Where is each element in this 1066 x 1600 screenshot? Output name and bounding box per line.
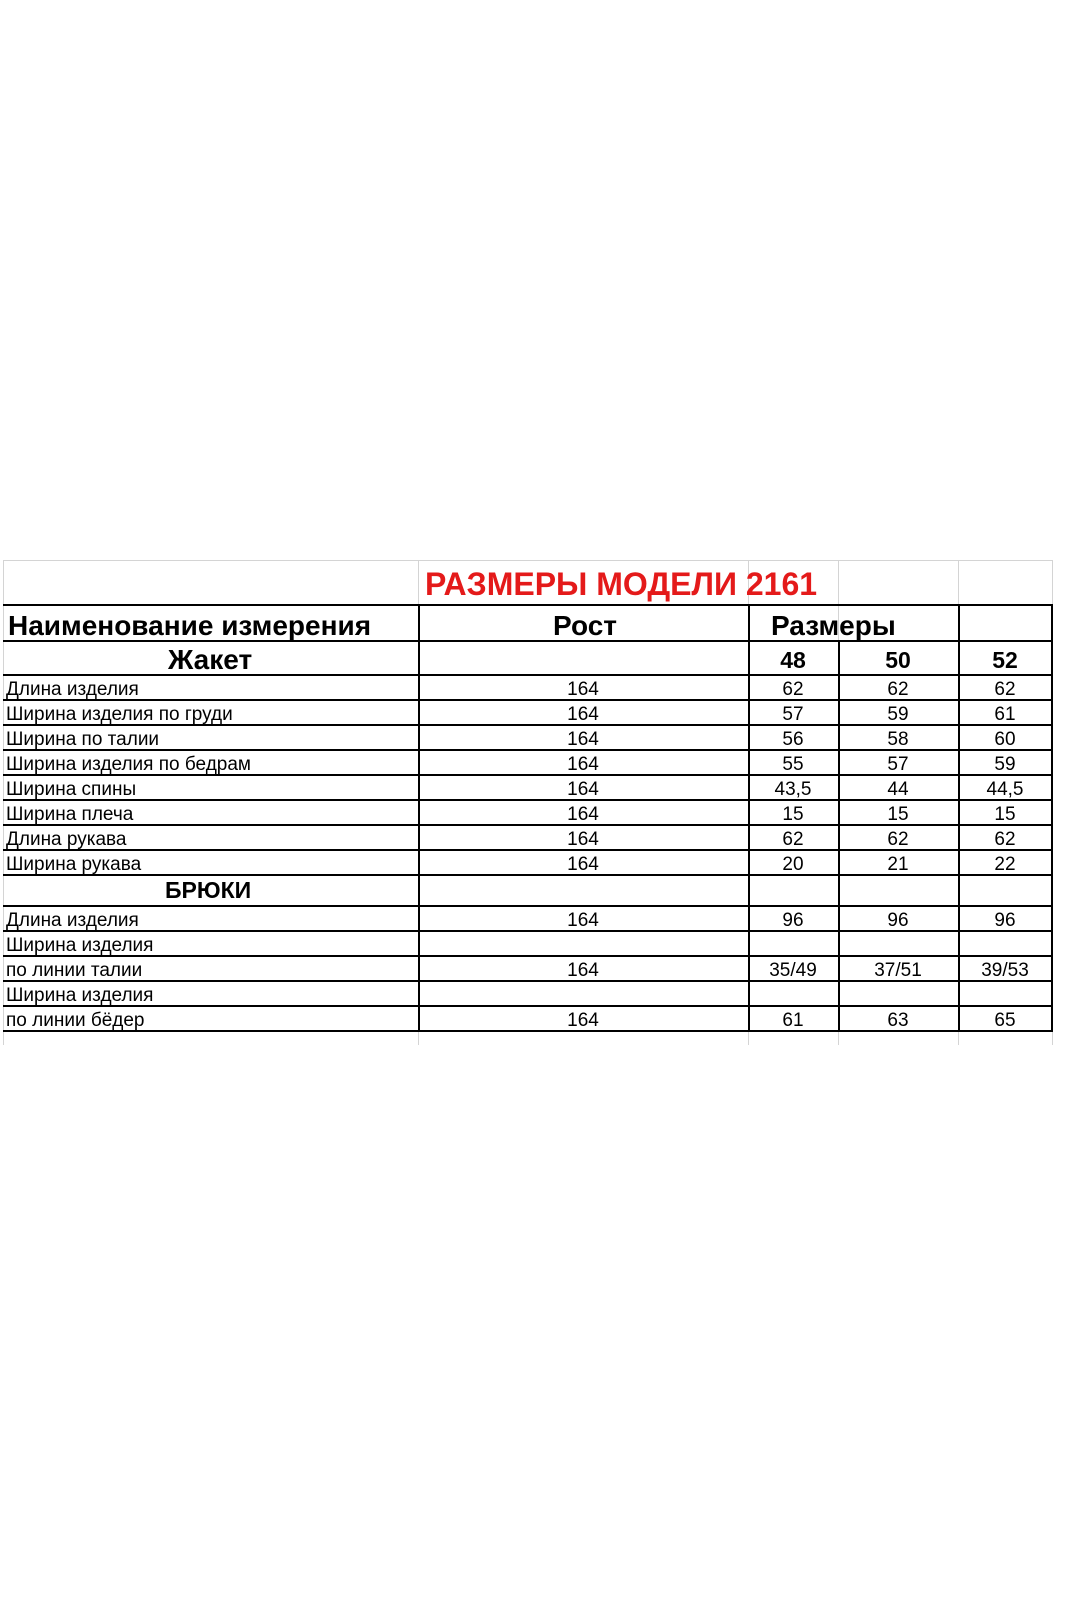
row-height: 164 xyxy=(567,679,599,700)
row-label: Ширина изделия по груди xyxy=(6,704,233,725)
row-value: 62 xyxy=(887,829,909,850)
row-value: 44,5 xyxy=(986,779,1024,800)
row-label: Ширина изделия xyxy=(6,985,154,1006)
row-value: 62 xyxy=(994,829,1016,850)
header-height: Рост xyxy=(553,610,617,641)
header-measurement: Наименование измерения xyxy=(8,610,372,641)
row-value: 63 xyxy=(887,1010,909,1031)
row-label: по линии бёдер xyxy=(6,1010,145,1031)
row-label: Ширина спины xyxy=(6,779,137,800)
section-jacket: Жакет xyxy=(168,644,253,675)
row-value: 35/49 xyxy=(769,960,817,981)
header-sizes: Размеры xyxy=(771,610,896,641)
row-height: 164 xyxy=(567,910,599,931)
gridline xyxy=(3,560,1052,561)
row-value: 59 xyxy=(887,704,909,725)
row-value: 39/53 xyxy=(981,960,1029,981)
table-border xyxy=(3,955,1053,957)
row-value: 62 xyxy=(887,679,909,700)
row-value: 57 xyxy=(782,704,804,725)
row-height: 164 xyxy=(567,960,599,981)
row-label: Длина рукава xyxy=(6,829,127,850)
row-value: 43,5 xyxy=(774,779,812,800)
row-label: по линии талии xyxy=(6,960,143,981)
row-value: 61 xyxy=(782,1010,804,1031)
row-value: 62 xyxy=(782,679,804,700)
row-value: 96 xyxy=(782,910,804,931)
row-height: 164 xyxy=(567,854,599,875)
size-52: 52 xyxy=(992,647,1018,673)
row-value: 62 xyxy=(994,679,1016,700)
table-border xyxy=(3,604,1053,606)
row-value: 57 xyxy=(887,754,909,775)
row-height: 164 xyxy=(567,704,599,725)
row-height: 164 xyxy=(567,804,599,825)
row-value: 65 xyxy=(994,1010,1016,1031)
row-value: 96 xyxy=(994,910,1016,931)
row-value: 62 xyxy=(782,829,804,850)
row-height: 164 xyxy=(567,729,599,750)
row-value: 60 xyxy=(994,729,1016,750)
table-title: РАЗМЕРЫ МОДЕЛИ 2161 xyxy=(425,566,818,602)
row-label: Длина изделия xyxy=(6,910,139,931)
row-label: Ширина по талии xyxy=(6,729,160,750)
row-value: 61 xyxy=(994,704,1016,725)
row-label: Ширина изделия по бедрам xyxy=(6,754,251,775)
row-value: 37/51 xyxy=(874,960,922,981)
row-label: Ширина плеча xyxy=(6,804,134,825)
table-border xyxy=(3,674,1053,676)
row-value: 59 xyxy=(994,754,1016,775)
row-value: 21 xyxy=(887,854,909,875)
row-value: 55 xyxy=(782,754,804,775)
row-value: 44 xyxy=(887,779,909,800)
table-border xyxy=(3,905,1053,907)
section-trousers: БРЮКИ xyxy=(165,877,252,903)
row-value: 22 xyxy=(994,854,1016,875)
row-height: 164 xyxy=(567,779,599,800)
row-height: 164 xyxy=(567,829,599,850)
row-height: 164 xyxy=(567,754,599,775)
row-label: Ширина рукава xyxy=(6,854,142,875)
row-value: 96 xyxy=(887,910,909,931)
row-value: 56 xyxy=(782,729,804,750)
size-50: 50 xyxy=(885,647,911,673)
row-value: 15 xyxy=(887,804,909,825)
size-table xyxy=(0,560,1066,1050)
row-label: Ширина изделия xyxy=(6,935,154,956)
row-value: 20 xyxy=(782,854,804,875)
row-value: 15 xyxy=(994,804,1016,825)
row-height: 164 xyxy=(567,1010,599,1031)
row-value: 58 xyxy=(887,729,909,750)
row-label: Длина изделия xyxy=(6,679,139,700)
row-value: 15 xyxy=(782,804,804,825)
size-48: 48 xyxy=(780,647,806,673)
gridline xyxy=(3,560,4,1045)
table-border xyxy=(3,1005,1053,1007)
